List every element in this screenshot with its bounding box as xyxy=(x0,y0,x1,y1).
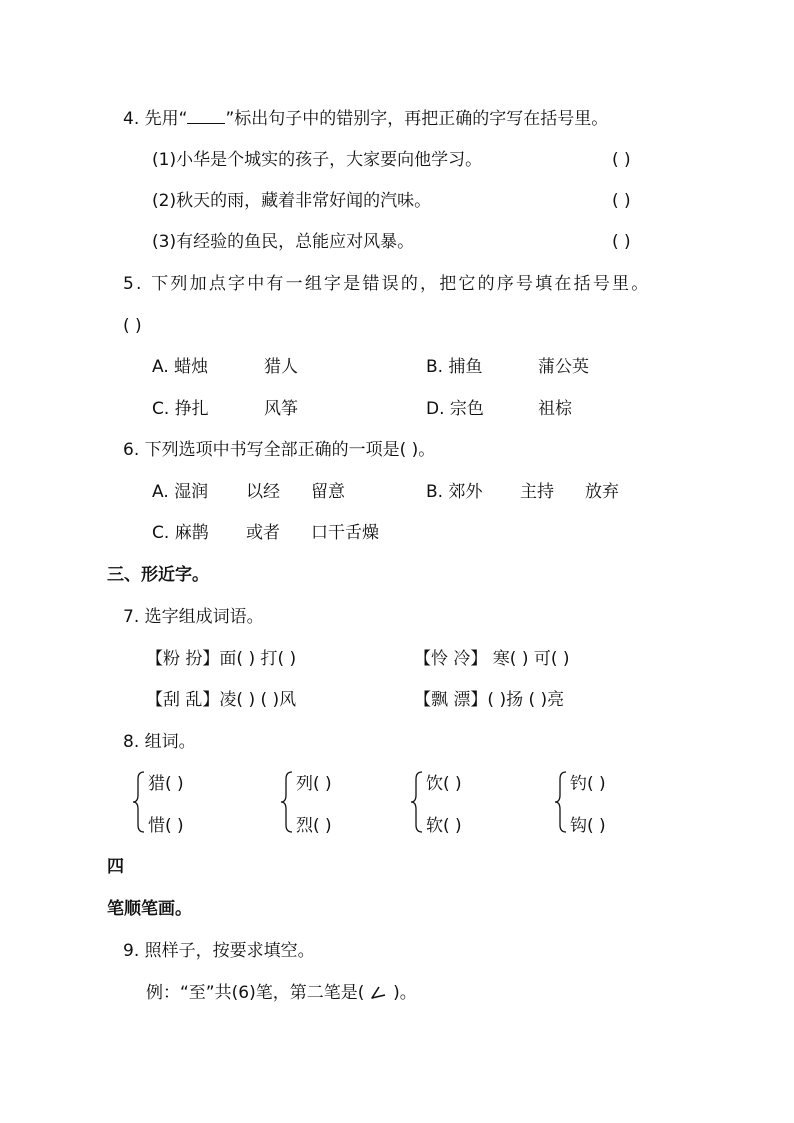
q9-stem: 9. 照样子，按要求填空。 xyxy=(123,941,315,961)
section-4-heading: 笔顺笔画。 xyxy=(107,899,192,919)
q7-row2-left[interactable]: 【刮 乱】凌( ) ( )风 xyxy=(146,690,297,710)
q4-answer-2[interactable]: ( ) xyxy=(612,191,631,211)
q6-option-a-word3: 留意 xyxy=(311,482,345,502)
brace-icon xyxy=(410,771,424,833)
q5-option-d-word2: 祖棕 xyxy=(538,399,572,419)
q8-group4-top[interactable]: 钓( ) xyxy=(570,774,606,794)
q8-group1-top[interactable]: 猎( ) xyxy=(148,774,184,794)
q8-group2-top[interactable]: 列( ) xyxy=(296,774,332,794)
q6-option-a-word2: 以经 xyxy=(246,482,280,502)
q6-option-b-word3: 放弃 xyxy=(585,482,619,502)
q4-item-3: (3)有经验的鱼民，总能应对风暴。 xyxy=(152,232,415,252)
section-4-number: 四 xyxy=(107,857,124,877)
q6-option-c-word2: 或者 xyxy=(246,523,280,543)
brace-icon xyxy=(280,771,294,833)
q6-stem: 6. 下列选项中书写全部正确的一项是( )。 xyxy=(123,440,436,460)
q5-stem: 5. 下列加点字中有一组字是错误的，把它的序号填在括号里。 xyxy=(123,274,651,294)
q4-stem: 4. 先用“ ”标出句子中的错别字，再把正确的字写在括号里。 xyxy=(123,109,609,129)
pie-dian-stroke-icon xyxy=(370,986,388,1000)
q8-group3-top[interactable]: 饮( ) xyxy=(426,774,462,794)
q8-stem: 8. 组词。 xyxy=(123,732,196,752)
q7-stem: 7. 选字组成词语。 xyxy=(123,607,264,627)
brace-icon xyxy=(132,771,146,833)
q5-option-c-word2: 风筝 xyxy=(264,399,298,419)
q7-row1-left[interactable]: 【粉 扮】面( ) 打( ) xyxy=(146,649,297,669)
q5-option-a-word2: 猎人 xyxy=(264,357,298,377)
q5-option-d: D. 宗色 xyxy=(426,399,484,419)
q4-item-1: (1)小华是个城实的孩子，大家要向他学习。 xyxy=(152,150,483,170)
q7-row1-right[interactable]: 【怜 冷】 寒( ) 可( ) xyxy=(414,649,570,669)
q5-option-a: A. 蜡烛 xyxy=(152,357,209,377)
q8-group2-bottom[interactable]: 烈( ) xyxy=(296,816,332,836)
q5-option-b-word2: 蒲公英 xyxy=(538,357,589,377)
q9-example-count: 6 xyxy=(238,983,250,1003)
q5-answer[interactable]: ( ) xyxy=(123,316,142,336)
q8-group3-bottom[interactable]: 软( ) xyxy=(426,816,462,836)
q8-group1-bottom[interactable]: 惜( ) xyxy=(148,816,184,836)
q4-item-2: (2)秋天的雨，藏着非常好闻的汽味。 xyxy=(152,191,432,211)
q8-group4-bottom[interactable]: 钩( ) xyxy=(570,816,606,836)
q9-example: 例：“至”共(6)笔，第二笔是( )。 xyxy=(146,983,417,1003)
q4-answer-3[interactable]: ( ) xyxy=(612,232,631,252)
brace-icon xyxy=(554,771,568,833)
q4-answer-1[interactable]: ( ) xyxy=(612,150,631,170)
q5-option-c: C. 挣扎 xyxy=(152,399,209,419)
section-3-heading: 三、形近字。 xyxy=(107,565,209,585)
q6-option-a: A. 湿润 xyxy=(152,482,209,502)
q6-option-c-word3: 口干舌燥 xyxy=(311,523,379,543)
q6-option-b: B. 郊外 xyxy=(426,482,483,502)
q5-option-b: B. 捕鱼 xyxy=(426,357,483,377)
q6-option-b-word2: 主持 xyxy=(520,482,554,502)
q7-row2-right[interactable]: 【飘 漂】( )扬 ( )亮 xyxy=(414,690,565,710)
q6-option-c: C. 麻鹊 xyxy=(152,523,209,543)
blank-underline xyxy=(187,109,225,124)
